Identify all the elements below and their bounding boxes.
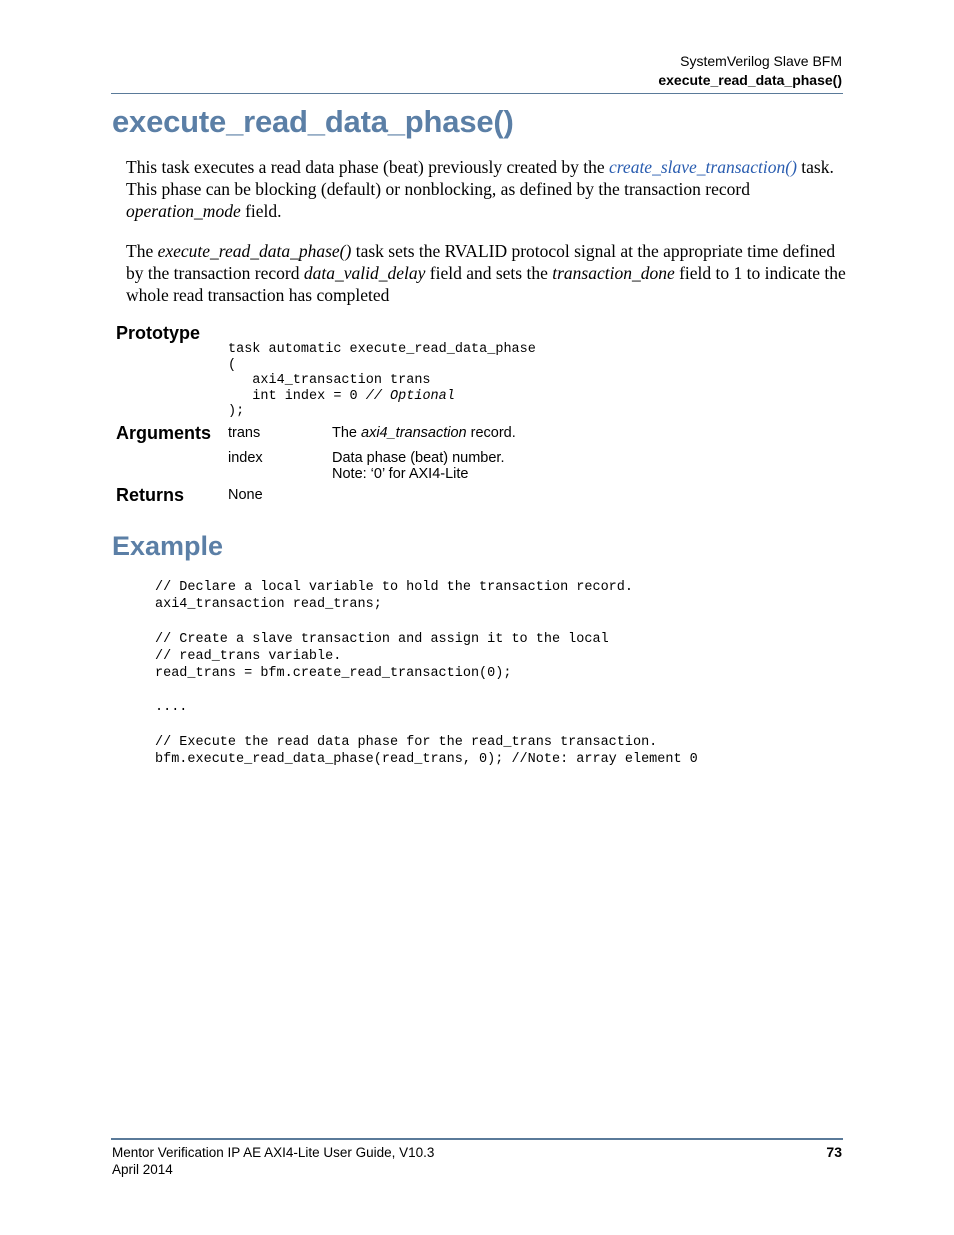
code-comment: // Optional xyxy=(365,388,455,404)
page-title: execute_read_data_phase() xyxy=(112,104,514,139)
argument-name: index xyxy=(228,450,263,466)
page-number: 73 xyxy=(826,1144,842,1160)
running-header-section: SystemVerilog Slave BFM xyxy=(680,53,842,69)
create-slave-transaction-link[interactable]: create_slave_transaction() xyxy=(609,157,797,177)
text-run: task sets the RVALID protocol signal at the appropriate time defined by the transaction record xyxy=(126,241,836,283)
prototype-code xyxy=(228,342,536,420)
text-line: Data phase (beat) number. xyxy=(332,450,505,466)
text-run: field and sets the xyxy=(425,263,553,283)
argument-name: trans xyxy=(228,425,261,441)
code-text: int index = 0 xyxy=(228,388,366,404)
italic-term: data_valid_delay xyxy=(303,263,426,283)
argument-description xyxy=(332,425,516,441)
text-run: The xyxy=(126,241,158,261)
italic-term: axi4_transaction xyxy=(361,425,467,441)
text-line: Note: ‘0’ for AXI4-Lite xyxy=(332,466,469,482)
text-run: record. xyxy=(466,425,516,441)
footer-doc-title: Mentor Verification IP AE AXI4-Lite User Guide, V10.3 xyxy=(112,1145,435,1160)
text-run: field. xyxy=(240,201,282,221)
code-line: axi4_transaction trans xyxy=(228,373,431,389)
arguments-label: Arguments xyxy=(116,423,212,443)
footer-rule xyxy=(111,1138,843,1140)
footer-date: April 2014 xyxy=(112,1162,173,1177)
code-line: ); xyxy=(228,404,245,420)
text-run: field to 1 to indicate the whole read transaction has completed xyxy=(126,263,846,305)
example-heading: Example xyxy=(112,531,224,561)
footer-info xyxy=(112,1144,434,1178)
intro-paragraph-2 xyxy=(126,240,846,306)
text-run: task. This phase can be blocking (default) or nonblocking, as defined by the transaction record xyxy=(126,157,834,199)
code-line: ( xyxy=(228,357,237,373)
running-header-topic: execute_read_data_phase() xyxy=(658,72,842,88)
header-rule xyxy=(111,93,843,94)
italic-term: execute_read_data_phase() xyxy=(157,241,352,261)
intro-paragraph-1 xyxy=(126,156,846,222)
example-code: // Declare a local variable to hold the transaction record. axi4_transaction read_trans; // Create a slave transaction and assign it to the local // read_trans variable. read_trans = bfm.create_read_transaction(0); .... // Execute the read data phase for the read_trans transaction. bfm.execute_read_data_phase(read_trans, 0); //Note: array element 0 xyxy=(155,580,698,768)
code-line: task automatic execute_read_data_phase xyxy=(228,342,536,357)
text-run: This task executes a read data phase (beat) previously created by the xyxy=(126,157,609,177)
italic-term: operation_mode xyxy=(126,201,241,221)
code-line xyxy=(228,389,536,405)
text-run: The xyxy=(332,425,362,441)
returns-label: Returns xyxy=(116,485,185,505)
prototype-label: Prototype xyxy=(116,323,201,343)
returns-value: None xyxy=(228,487,263,503)
argument-description xyxy=(332,450,505,482)
italic-term: transaction_done xyxy=(552,263,675,283)
